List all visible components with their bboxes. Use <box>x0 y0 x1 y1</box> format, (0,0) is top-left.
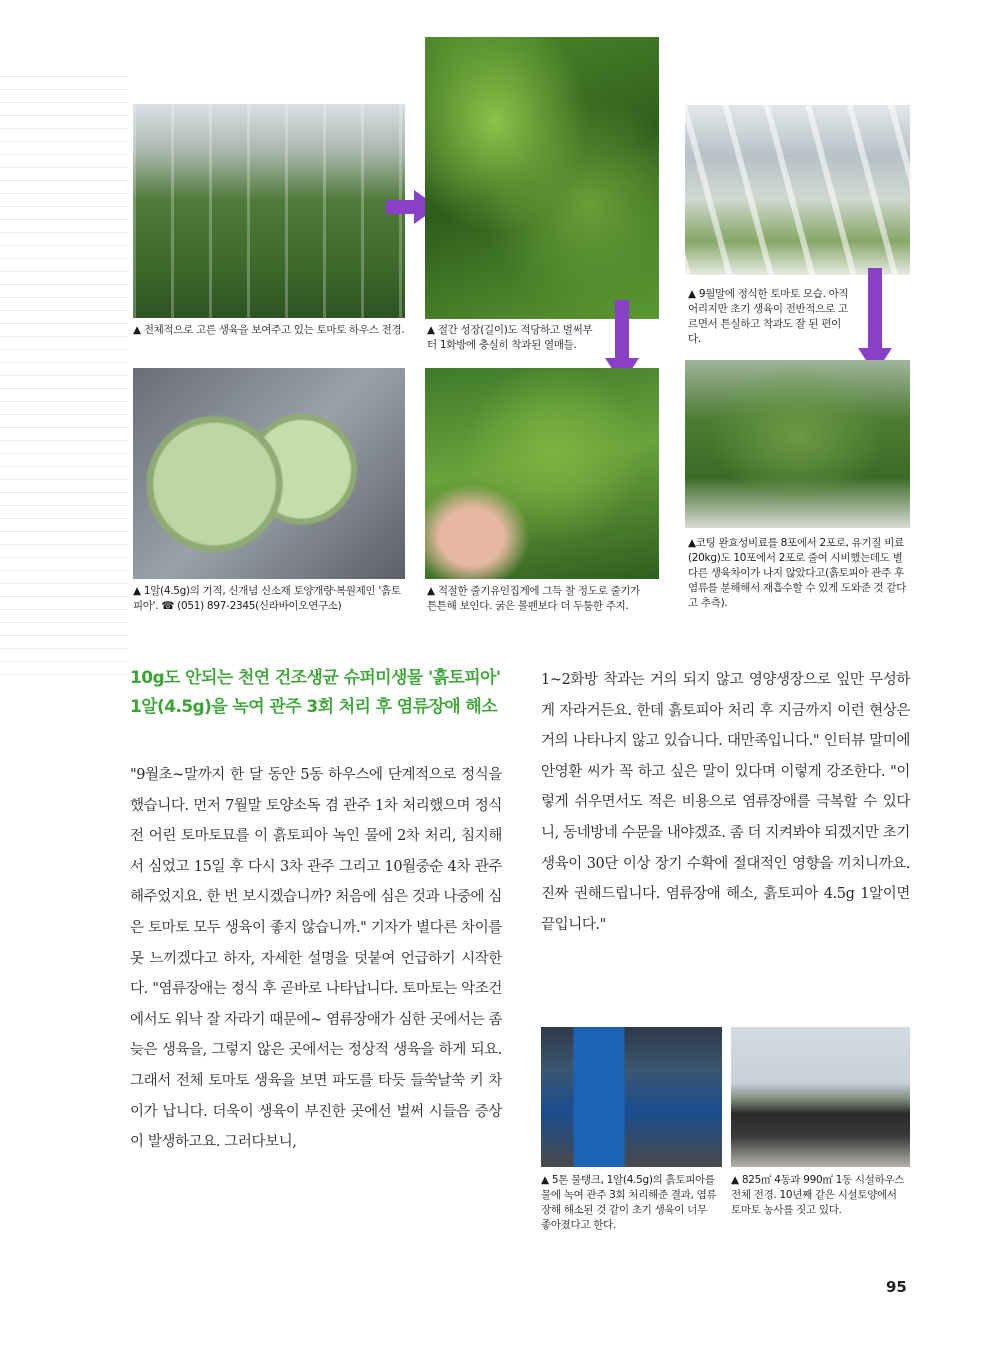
caption-facility-exterior: ▲ 825㎡ 4동과 990㎡ 1동 시설하우스 전체 전경. 10년째 같은 시설토양에서 토마토 농사를 짓고 있다. <box>731 1174 905 1216</box>
caption-stem-clip: ▲ 적절한 줄기유인집게에 그득 찰 정도로 줄기가 튼튼해 보인다. 굵은 볼펜보다 더 두툼한 주지. <box>427 585 641 612</box>
photo-stem-growth <box>425 37 659 319</box>
caption-water-tank: ▲ 5톤 물탱크, 1알(4.5g)의 흙토피아를 물에 녹여 관주 3회 처리해준 결과, 염류장해 해소된 것 같이 초기 생육이 너무 좋아졌다고 한다. <box>541 1174 717 1231</box>
caption-stem-growth: ▲ 절간 성장(길이)도 적당하고 벌써부터 1화방에 충실히 착과된 열매들. <box>427 324 593 351</box>
photo-september-planting <box>685 105 910 275</box>
arrow-down-icon <box>858 268 892 374</box>
photo-fertilizer-plants <box>685 360 910 528</box>
photo-stem-clip <box>425 368 659 579</box>
caption-fertilizer-note: ▲코팅 완효성비료를 8포에서 2포로, 유기질 비료(20kg)도 10포에서 2포로 줄여 시비했는데도 별다른 생육차이가 나지 않았다고(흙토피아 관주 후 염류를 분해해서 재흡수할 수 있게 도와준 것 같다고 추측). <box>688 537 907 609</box>
article-right-column: 1~2화방 착과는 거의 되지 않고 영양생장으로 잎만 무성하게 자라거든요. 한데 흙토피아 처리 후 지금까지 이런 현상은 거의 나타나지 않고 있습니다. 대만족입니다." 인터뷰 말미에 안영환 씨가 꼭 하고 싶은 말이 있다며 이렇게 강조한다. "이렇게 쉬우면서도 적은 비용으로 염류장애를 극복할 수 있다니, 동네방네 수문을 내야겠죠. 좀 더 지켜봐야 되겠지만 초기 생육이 30단 이상 장기 수확에 절대적인 영향을 끼치니까요. 진짜 권해드립니다. 염류장애 해소, 흙토피아 4.5g 1알이면 끝입니다." <box>541 672 910 933</box>
caption-september-planting: ▲ 9월말에 정식한 토마토 모습. 아직 어리지만 초기 생육이 전반적으로 고르면서 튼실하고 착과도 잘 된 편이다. <box>688 288 849 345</box>
article-subheading: 10g도 안되는 천연 건조생균 슈퍼미생물 '흙토피아' 1알(4.5g)을 녹여 관주 3회 처리 후 염류장애 해소 <box>130 668 501 717</box>
photo-facility-exterior <box>731 1027 910 1167</box>
caption-greenhouse-overview: ▲ 전체적으로 고른 생육을 보여주고 있는 토마토 하우스 전경. <box>133 324 405 336</box>
page-number: 95 <box>886 1278 907 1296</box>
photo-tablet-product <box>133 368 405 579</box>
page-bleed-fragment <box>0 70 128 680</box>
photo-greenhouse-overview <box>133 104 405 318</box>
caption-tablet-product: ▲ 1알(4.5g)의 기적, 신개념 신소재 토양개량·복원제인 '흙토피아'. ☎ (051) 897-2345(신라바이오연구소) <box>133 585 401 612</box>
article-left-column: "9월초~말까지 한 달 동안 5동 하우스에 단계적으로 정식을 했습니다. 먼저 7월말 토양소독 겸 관주 1차 처리했으며 정식 전 어린 토마토묘를 이 흙토피아 녹인 물에 2차 처리, 침지해서 심었고 15일 후 다시 3차 관주 그리고 10월중순 4차 관주해주었지요. 한 번 보시겠습니까? 처음에 심은 것과 나중에 심은 토마토 모두 생육이 좋지 않습니까." 기자가 별다른 차이를 못 느끼겠다고 하자, 자세한 설명을 덧붙여 언급하기 시작한다. "염류장애는 정식 후 곧바로 나타납니다. 토마토는 악조건에서도 워낙 잘 자라기 때문에~ 염류장애가 심한 곳에서는 좀 늦은 생육을, 그렇지 않은 곳에서는 정상적 생육을 하게 되요. 그래서 전체 토마토 생육을 보면 파도를 타듯 들쑥날쑥 키 차이가 납니다. 더욱이 생육이 부진한 곳에선 벌써 시들음 증상이 발생하고요. 그러다보니, <box>130 767 502 1151</box>
photo-water-tank <box>541 1027 722 1167</box>
